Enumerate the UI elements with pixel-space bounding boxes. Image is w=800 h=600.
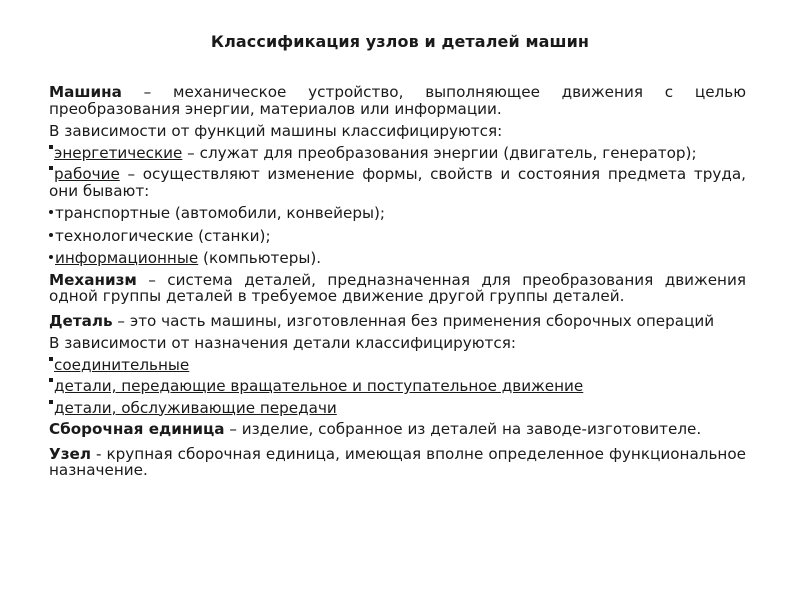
detail-intro: В зависимости от назначения детали классифицируются: xyxy=(49,334,517,352)
detail-term: Деталь xyxy=(49,311,113,330)
working-item xyxy=(49,166,746,199)
detail-def: – это часть машины, изготовленная без применения сборочных операций xyxy=(112,311,715,330)
square-bullet-icon xyxy=(49,145,53,149)
detail-type-item xyxy=(49,400,746,417)
square-bullet-icon xyxy=(49,378,53,382)
square-bullet-icon xyxy=(49,357,53,361)
square-bullet-icon xyxy=(49,400,53,404)
node-term: Узел xyxy=(49,444,91,463)
machine-def: – механическое устройство, выполняющее движения с целью преобразования энергии, материалов или информации. xyxy=(49,83,746,118)
transport-text: транспортные (автомобили, конвейеры); xyxy=(55,204,385,222)
machine-definition xyxy=(49,84,746,117)
assembly-term: Сборочная единица xyxy=(49,420,225,438)
working-def: – осуществляют изменение формы, свойств и состояния предмета труда, они бывают: xyxy=(49,165,746,200)
technological-text: технологические (станки); xyxy=(55,226,271,245)
assembly-definition xyxy=(49,421,746,438)
detail-type-item xyxy=(49,357,746,374)
slide-title: Классификация узлов и деталей машин xyxy=(210,32,590,51)
mechanism-def: – система деталей, предназначенная для преобразования движения одной группы деталей в требуемое движение другой группы деталей. xyxy=(49,270,746,305)
detail-type-label: детали, обслуживающие передачи xyxy=(54,398,337,417)
energy-term: энергетические xyxy=(54,143,183,162)
node-def: - крупная сборочная единица, имеющая вполне определенное функциональное назначение. xyxy=(49,444,746,479)
machine-intro: В зависимости от функций машины классифицируются: xyxy=(49,122,503,140)
detail-type-label: соединительные xyxy=(54,355,190,374)
detail-type-item xyxy=(49,378,746,395)
transport-item xyxy=(49,205,746,222)
slide-content xyxy=(49,84,746,479)
mechanism-term: Механизм xyxy=(49,270,137,289)
round-bullet-icon xyxy=(49,233,53,237)
informational-item xyxy=(49,250,746,267)
energy-def: – служат для преобразования энергии (двигатель, генератор); xyxy=(182,143,697,162)
round-bullet-icon xyxy=(49,255,53,259)
technological-item xyxy=(49,228,746,245)
working-term: рабочие xyxy=(54,165,120,183)
informational-term: информационные xyxy=(55,249,199,267)
detail-type-label: детали, передающие вращательное и поступательное движение xyxy=(54,377,584,395)
energy-item xyxy=(49,145,746,162)
machine-term: Машина xyxy=(49,83,122,101)
node-definition xyxy=(49,446,746,479)
informational-def: (компьютеры). xyxy=(198,249,322,267)
mechanism-definition xyxy=(49,272,746,305)
detail-definition xyxy=(49,313,746,330)
round-bullet-icon xyxy=(49,210,53,214)
square-bullet-icon xyxy=(49,166,53,170)
assembly-def: – изделие, собранное из деталей на заводе-изготовителе. xyxy=(224,420,702,438)
